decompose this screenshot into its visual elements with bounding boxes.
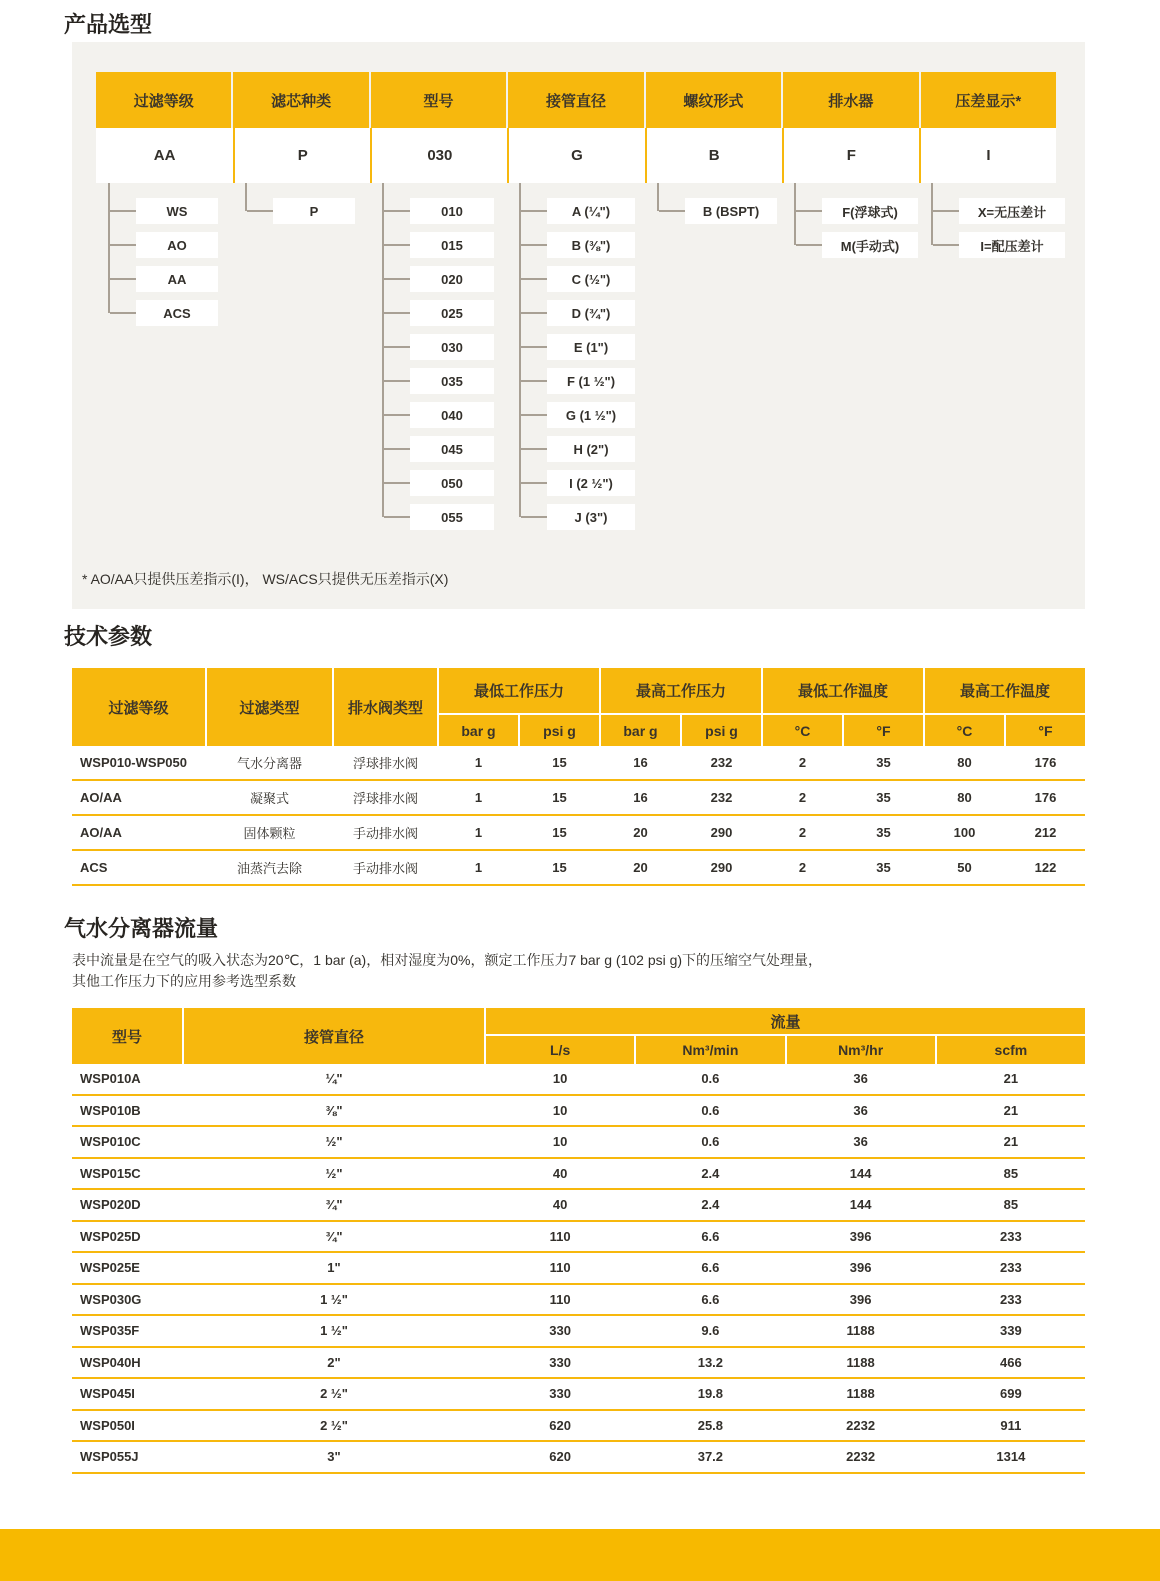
cell: ¾" bbox=[325, 1228, 343, 1244]
cell: 290 bbox=[710, 825, 733, 840]
flow-table-row bbox=[72, 1064, 1085, 1096]
tree-connector-line bbox=[108, 183, 110, 313]
tech-subheader: psi g bbox=[520, 715, 599, 746]
cell: 6.6 bbox=[701, 1291, 720, 1307]
tree-connector-line bbox=[657, 183, 659, 211]
cell: 1" bbox=[327, 1260, 341, 1276]
tech-group-header: 最高工作压力 bbox=[601, 668, 761, 713]
cell: 浮球排水阀 bbox=[352, 791, 418, 806]
cell: 233 bbox=[1000, 1291, 1022, 1307]
flow-header-pipe: 接管直径 bbox=[184, 1008, 484, 1064]
cell: 6.6 bbox=[701, 1260, 720, 1276]
cell: 10 bbox=[552, 1134, 568, 1150]
section-title-tech-params: 技术参数 bbox=[64, 624, 153, 649]
cell: 10 bbox=[552, 1102, 568, 1118]
cell: WSP035F bbox=[80, 1323, 140, 1339]
cell: AO/AA bbox=[80, 790, 122, 805]
cell: WSP010C bbox=[80, 1134, 141, 1150]
cell: ½" bbox=[325, 1165, 343, 1181]
tech-table-row bbox=[72, 851, 1085, 886]
tech-table-row bbox=[72, 781, 1085, 816]
selector-column-header: 过滤等级 bbox=[96, 72, 231, 128]
cell: 15 bbox=[552, 755, 567, 770]
cell: 6.6 bbox=[701, 1228, 720, 1244]
flow-table-row bbox=[72, 1222, 1085, 1254]
tech-table-row bbox=[72, 816, 1085, 851]
cell: 0.6 bbox=[701, 1134, 720, 1150]
selector-code-row bbox=[96, 128, 1056, 183]
cell: 20 bbox=[633, 825, 648, 840]
selector-option: I (2 ½") bbox=[547, 470, 635, 496]
tree-connector-line bbox=[382, 183, 384, 517]
cell: 1 ½" bbox=[320, 1291, 348, 1307]
selector-option: 040 bbox=[410, 402, 494, 428]
selector-option: ACS bbox=[136, 300, 218, 326]
section-title-flow: 气水分离器流量 bbox=[64, 916, 219, 941]
flow-table-row bbox=[72, 1127, 1085, 1159]
flow-table bbox=[72, 1008, 1085, 1474]
cell: ½" bbox=[325, 1134, 343, 1150]
cell: 25.8 bbox=[697, 1417, 724, 1433]
cell: 233 bbox=[1000, 1228, 1022, 1244]
selector-header-row bbox=[96, 72, 1056, 128]
cell: 176 bbox=[1034, 790, 1057, 805]
selector-option: P bbox=[273, 198, 355, 224]
selector-option: M(手动式) bbox=[822, 232, 918, 258]
cell: 35 bbox=[876, 860, 891, 875]
cell: 2232 bbox=[846, 1417, 876, 1433]
selector-code: I bbox=[919, 128, 1056, 183]
cell: 144 bbox=[849, 1165, 872, 1181]
selector-option: 010 bbox=[410, 198, 494, 224]
cell: 1 bbox=[474, 790, 483, 805]
cell: 620 bbox=[549, 1417, 571, 1433]
selector-column-header: 型号 bbox=[371, 72, 506, 128]
cell: 36 bbox=[853, 1102, 868, 1118]
cell: 176 bbox=[1034, 755, 1057, 770]
cell: 699 bbox=[1000, 1386, 1022, 1402]
tech-group-header: 最低工作压力 bbox=[439, 668, 599, 713]
cell: 手动排水阀 bbox=[352, 861, 418, 876]
flow-subheader: L/s bbox=[486, 1036, 634, 1064]
cell: 气水分离器 bbox=[236, 756, 302, 771]
selector-option: 035 bbox=[410, 368, 494, 394]
selector-option: F(浮球式) bbox=[822, 198, 918, 224]
tech-table-header bbox=[72, 668, 1085, 746]
flow-header-model: 型号 bbox=[72, 1008, 182, 1064]
cell: 330 bbox=[549, 1354, 571, 1370]
tech-header-cell: 过滤类型 bbox=[207, 668, 332, 746]
flow-table-row bbox=[72, 1379, 1085, 1411]
flow-note-line2: 其他工作压力下的应用参考选型系数 bbox=[72, 973, 296, 989]
cell: 2 bbox=[798, 790, 807, 805]
cell: 凝聚式 bbox=[249, 791, 289, 806]
selector-code: 030 bbox=[370, 128, 507, 183]
cell: ¼" bbox=[325, 1071, 343, 1087]
cell: 2 bbox=[798, 860, 807, 875]
cell: 2232 bbox=[846, 1449, 876, 1465]
cell: 110 bbox=[549, 1228, 571, 1244]
selector-column-header: 接管直径 bbox=[508, 72, 643, 128]
tech-subheader: °F bbox=[844, 715, 923, 746]
selector-option: B (BSPT) bbox=[685, 198, 777, 224]
cell: 9.6 bbox=[701, 1323, 720, 1339]
cell: 85 bbox=[1003, 1165, 1019, 1181]
cell: 2" bbox=[327, 1354, 341, 1370]
cell: 50 bbox=[957, 860, 972, 875]
cell: WSP020D bbox=[80, 1197, 141, 1213]
selector-column-header: 压差显示* bbox=[921, 72, 1056, 128]
tree-connector-line bbox=[519, 183, 521, 517]
cell: 2.4 bbox=[701, 1197, 720, 1213]
selector-option: E (1") bbox=[547, 334, 635, 360]
tech-table-row bbox=[72, 746, 1085, 781]
flow-table-row bbox=[72, 1159, 1085, 1191]
cell: 16 bbox=[633, 755, 648, 770]
selector-option: J (3") bbox=[547, 504, 635, 530]
selector-option: D (¾") bbox=[547, 300, 635, 326]
selector-code: P bbox=[233, 128, 370, 183]
selector-option: WS bbox=[136, 198, 218, 224]
cell: 1188 bbox=[846, 1323, 875, 1339]
cell: 13.2 bbox=[697, 1354, 724, 1370]
selector-option: 020 bbox=[410, 266, 494, 292]
tree-connector-line bbox=[245, 183, 247, 211]
selector-code: AA bbox=[96, 128, 233, 183]
cell: 1188 bbox=[846, 1354, 875, 1370]
cell: 1188 bbox=[846, 1386, 875, 1402]
cell: 2 bbox=[798, 755, 807, 770]
cell: ¾" bbox=[325, 1197, 343, 1213]
cell: 36 bbox=[853, 1071, 868, 1087]
cell: 911 bbox=[1000, 1417, 1022, 1433]
cell: 1314 bbox=[996, 1449, 1026, 1465]
cell: 2 ½" bbox=[320, 1386, 348, 1402]
cell: 85 bbox=[1003, 1197, 1019, 1213]
cell: 330 bbox=[549, 1386, 571, 1402]
cell: 15 bbox=[552, 790, 567, 805]
tech-subheader: psi g bbox=[682, 715, 761, 746]
cell: 233 bbox=[1000, 1260, 1022, 1276]
selector-code: B bbox=[645, 128, 782, 183]
cell: 15 bbox=[552, 860, 567, 875]
cell: 396 bbox=[849, 1260, 872, 1276]
cell: 330 bbox=[549, 1323, 571, 1339]
cell: 16 bbox=[633, 790, 648, 805]
cell: 100 bbox=[953, 825, 976, 840]
selector-code: G bbox=[507, 128, 644, 183]
cell: WSP010B bbox=[80, 1102, 141, 1118]
cell: 40 bbox=[552, 1197, 568, 1213]
selector-option: H (2") bbox=[547, 436, 635, 462]
cell: 1 bbox=[474, 825, 483, 840]
tech-subheader: °F bbox=[1006, 715, 1085, 746]
flow-table-row bbox=[72, 1285, 1085, 1317]
flow-table-row bbox=[72, 1348, 1085, 1380]
product-selection-panel bbox=[72, 42, 1085, 609]
cell: 2 ½" bbox=[320, 1417, 348, 1433]
selector-option: C (½") bbox=[547, 266, 635, 292]
flow-table-row bbox=[72, 1442, 1085, 1474]
cell: WSP010A bbox=[80, 1071, 141, 1087]
tech-header-cell: 过滤等级 bbox=[72, 668, 205, 746]
selector-option: 015 bbox=[410, 232, 494, 258]
cell: 21 bbox=[1003, 1071, 1019, 1087]
flow-subheader: Nm³/min bbox=[636, 1036, 784, 1064]
cell: 396 bbox=[849, 1228, 872, 1244]
tree-connector-line bbox=[931, 183, 933, 245]
cell: 396 bbox=[849, 1291, 872, 1307]
cell: WSP055J bbox=[80, 1449, 139, 1465]
cell: WSP025D bbox=[80, 1228, 141, 1244]
cell: 手动排水阀 bbox=[352, 826, 418, 841]
cell: 固体颗粒 bbox=[243, 826, 296, 841]
tech-subheader: bar g bbox=[601, 715, 680, 746]
flow-table-row bbox=[72, 1411, 1085, 1443]
cell: 3" bbox=[327, 1449, 341, 1465]
cell: ⅜" bbox=[325, 1102, 343, 1118]
cell: 37.2 bbox=[697, 1449, 724, 1465]
cell: 110 bbox=[549, 1260, 571, 1276]
page-footer-bar bbox=[0, 1529, 1160, 1581]
cell: 0.6 bbox=[701, 1102, 720, 1118]
flow-subheader: scfm bbox=[937, 1036, 1085, 1064]
section-title-product-selection: 产品选型 bbox=[64, 12, 153, 37]
tech-subheader: °C bbox=[925, 715, 1004, 746]
cell: 232 bbox=[710, 790, 733, 805]
tech-group-header: 最高工作温度 bbox=[925, 668, 1085, 713]
tech-group-header: 最低工作温度 bbox=[763, 668, 923, 713]
cell: WSP045I bbox=[80, 1386, 135, 1402]
cell: 40 bbox=[552, 1165, 568, 1181]
selector-option: X=无压差计 bbox=[959, 198, 1065, 224]
selector-column-header: 螺纹形式 bbox=[646, 72, 781, 128]
cell: 1 ½" bbox=[320, 1323, 348, 1339]
tech-params-table bbox=[72, 668, 1085, 886]
cell: 1 bbox=[474, 860, 483, 875]
cell: 339 bbox=[1000, 1323, 1022, 1339]
flow-group-header: 流量 bbox=[486, 1008, 1085, 1034]
tech-header-cell: 排水阀类型 bbox=[334, 668, 437, 746]
flow-table-row bbox=[72, 1190, 1085, 1222]
selector-option: F (1 ½") bbox=[547, 368, 635, 394]
flow-subheader: Nm³/hr bbox=[787, 1036, 935, 1064]
cell: 15 bbox=[552, 825, 567, 840]
selector-option: G (1 ½") bbox=[547, 402, 635, 428]
selector-option: 030 bbox=[410, 334, 494, 360]
cell: 21 bbox=[1003, 1102, 1019, 1118]
cell: WSP025E bbox=[80, 1260, 140, 1276]
cell: 466 bbox=[1000, 1354, 1022, 1370]
selection-footnote: * AO/AA只提供压差指示(I)， WS/ACS只提供无压差指示(X) bbox=[82, 571, 449, 587]
cell: 290 bbox=[710, 860, 733, 875]
cell: 80 bbox=[957, 790, 972, 805]
cell: 122 bbox=[1034, 860, 1057, 875]
selector-option: 045 bbox=[410, 436, 494, 462]
selector-option: AA bbox=[136, 266, 218, 292]
flow-note bbox=[72, 950, 822, 992]
selector-code: F bbox=[782, 128, 919, 183]
cell: WSP040H bbox=[80, 1354, 141, 1370]
tree-connector-line bbox=[794, 183, 796, 245]
cell: ACS bbox=[80, 860, 108, 875]
selector-option: A (¼") bbox=[547, 198, 635, 224]
flow-note-line1: 表中流量是在空气的吸入状态为20℃，1 bar (a)，相对湿度为0%，额定工作压力7 bar g (102 psi g)下的压缩空气处理量， bbox=[72, 952, 823, 968]
cell: 232 bbox=[710, 755, 733, 770]
selector-column-header: 滤芯种类 bbox=[233, 72, 368, 128]
cell: 浮球排水阀 bbox=[352, 756, 418, 771]
cell: 1 bbox=[474, 755, 483, 770]
cell: WSP050I bbox=[80, 1417, 135, 1433]
cell: WSP010-WSP050 bbox=[80, 755, 187, 770]
flow-table-row bbox=[72, 1316, 1085, 1348]
selector-option: B (⅜") bbox=[547, 232, 635, 258]
cell: 21 bbox=[1003, 1134, 1019, 1150]
tech-subheader: °C bbox=[763, 715, 842, 746]
cell: 35 bbox=[876, 790, 891, 805]
cell: 212 bbox=[1034, 825, 1057, 840]
cell: 19.8 bbox=[697, 1386, 724, 1402]
cell: 144 bbox=[849, 1197, 872, 1213]
cell: 2 bbox=[798, 825, 807, 840]
cell: 10 bbox=[552, 1071, 568, 1087]
cell: 20 bbox=[633, 860, 648, 875]
cell: 35 bbox=[876, 825, 891, 840]
cell: 35 bbox=[876, 755, 891, 770]
flow-table-row bbox=[72, 1253, 1085, 1285]
flow-table-header bbox=[72, 1008, 1085, 1064]
cell: 620 bbox=[549, 1449, 571, 1465]
cell: 2.4 bbox=[701, 1165, 720, 1181]
selector-option: 025 bbox=[410, 300, 494, 326]
cell: 36 bbox=[853, 1134, 868, 1150]
selector-column-header: 排水器 bbox=[783, 72, 918, 128]
flow-table-row bbox=[72, 1096, 1085, 1128]
cell: WSP015C bbox=[80, 1165, 141, 1181]
tech-subheader: bar g bbox=[439, 715, 518, 746]
cell: AO/AA bbox=[80, 825, 122, 840]
cell: 110 bbox=[549, 1291, 571, 1307]
cell: 油蒸汽去除 bbox=[236, 861, 302, 876]
selector-option: I=配压差计 bbox=[959, 232, 1065, 258]
cell: WSP030G bbox=[80, 1291, 142, 1307]
selector-option: AO bbox=[136, 232, 218, 258]
selector-option: 050 bbox=[410, 470, 494, 496]
selector-option: 055 bbox=[410, 504, 494, 530]
cell: 0.6 bbox=[701, 1071, 720, 1087]
cell: 80 bbox=[957, 755, 972, 770]
